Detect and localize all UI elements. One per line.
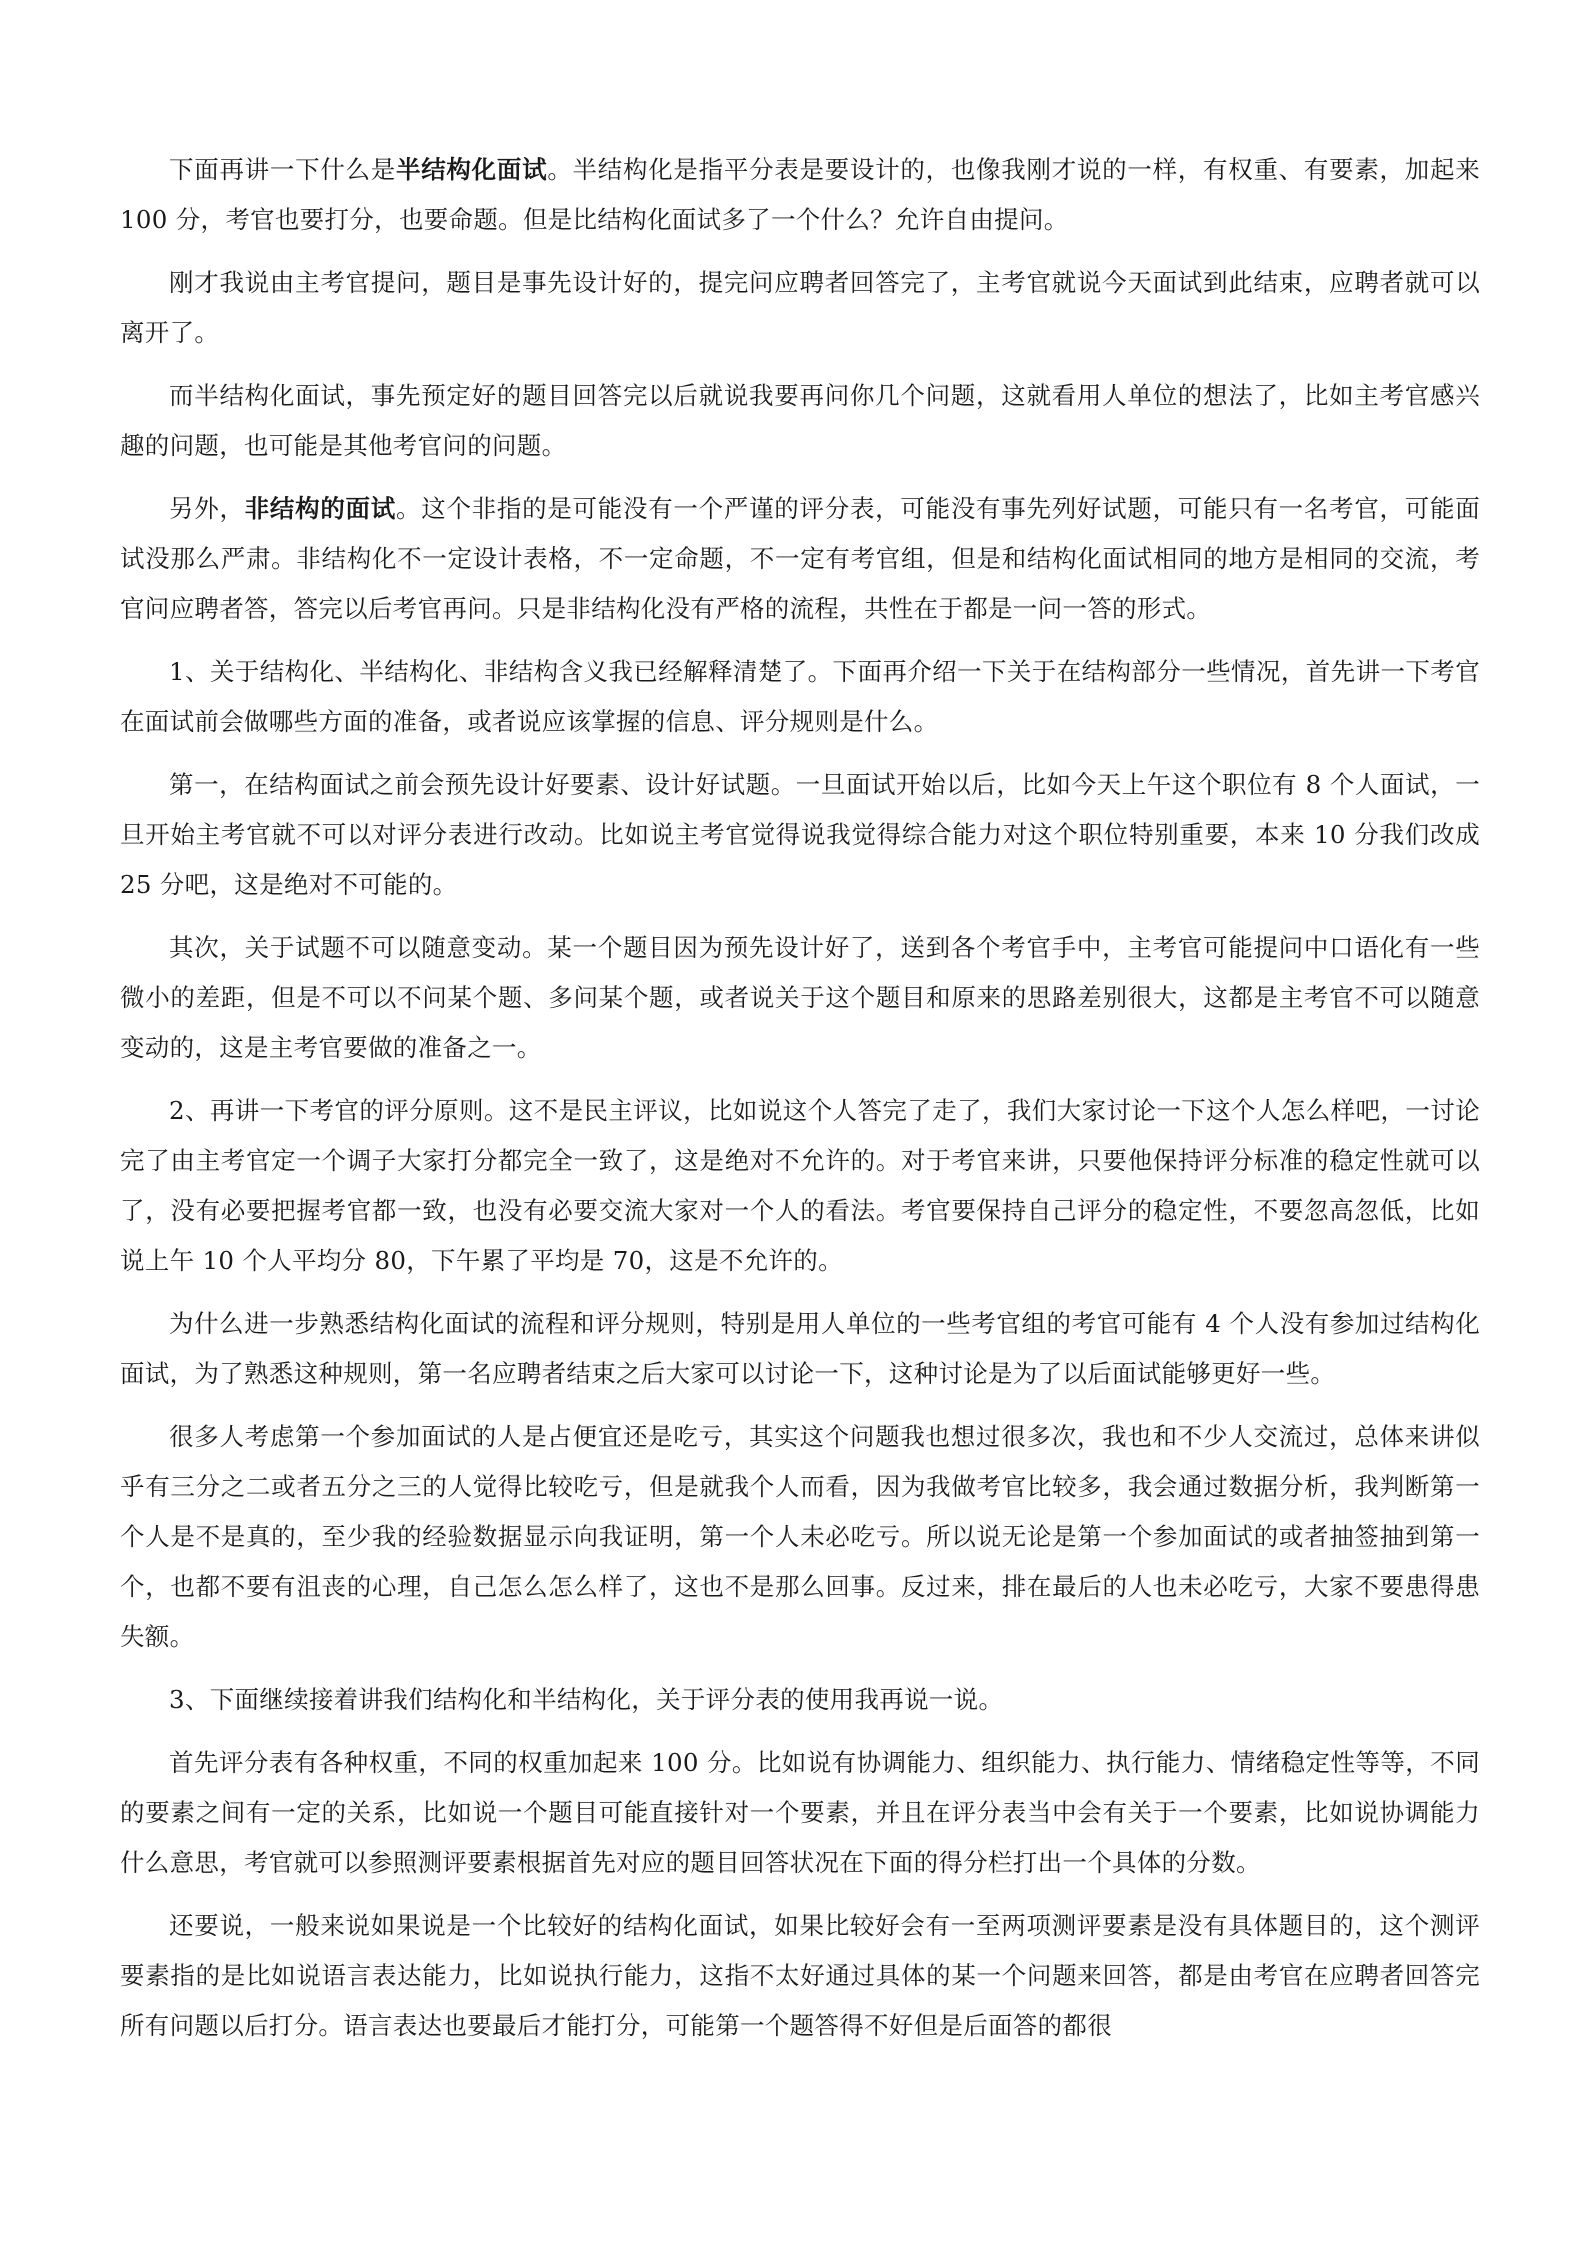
- text-run: 刚才我说由主考官提问，题目是事先设计好的，提完问应聘者回答完了，主考官就说今天面试到此结束，应聘者就可以离开了。: [120, 268, 1480, 347]
- paragraph-4: [120, 484, 1480, 634]
- text-run: 。这个非指的是可能没有一个严谨的评分表，可能没有事先列好试题，可能只有一名考官，可能面试没那么严肃。非结构化不一定设计表格，不一定命题，不一定有考官组，但是和结构化面试相同的地方是相同的交流，考官问应聘者答，答完以后考官再问。只是非结构化没有严格的流程，共性在于都是一问一答的形式。: [120, 494, 1480, 623]
- text-run: 1、关于结构化、半结构化、非结构含义我已经解释清楚了。下面再介绍一下关于在结构部分一些情况，首先讲一下考官在面试前会做哪些方面的准备，或者说应该掌握的信息、评分规则是什么。: [120, 657, 1480, 736]
- paragraph-5: [120, 647, 1480, 747]
- text-run: 2、再讲一下考官的评分原则。这不是民主评议，比如说这个人答完了走了，我们大家讨论一下这个人怎么样吧，一讨论完了由主考官定一个调子大家打分都完全一致了，这是绝对不允许的。对于考官来讲，只要他保持评分标准的稳定性就可以了，没有必要把握考官都一致，也没有必要交流大家对一个人的看法。考官要保持自己评分的稳定性，不要忽高忽低，比如说上午 10 个人平均分 80，下午累了平均是 70，这是不允许的。: [120, 1096, 1480, 1275]
- term-semi-structured-interview: 半结构化面试: [395, 155, 548, 184]
- paragraph-13: [120, 1901, 1480, 2051]
- paragraph-2: [120, 258, 1480, 358]
- text-run: 另外，: [169, 494, 245, 523]
- paragraph-12: [120, 1738, 1480, 1888]
- text-run: 下面再讲一下什么是: [169, 155, 396, 184]
- text-run: 而半结构化面试，事先预定好的题目回答完以后就说我要再问你几个问题，这就看用人单位的想法了，比如主考官感兴趣的问题，也可能是其他考官问的问题。: [120, 381, 1480, 460]
- text-run: 其次，关于试题不可以随意变动。某一个题目因为预先设计好了，送到各个考官手中，主考官可能提问中口语化有一些微小的差距，但是不可以不问某个题、多问某个题，或者说关于这个题目和原来的思路差别很大，这都是主考官不可以随意变动的，这是主考官要做的准备之一。: [120, 933, 1480, 1062]
- paragraph-9: [120, 1299, 1480, 1399]
- text-run: 为什么进一步熟悉结构化面试的流程和评分规则，特别是用人单位的一些考官组的考官可能有 4 个人没有参加过结构化面试，为了熟悉这种规则，第一名应聘者结束之后大家可以讨论一下，这种讨论是为了以后面试能够更好一些。: [120, 1309, 1480, 1388]
- paragraph-7: [120, 923, 1480, 1073]
- paragraph-8: [120, 1086, 1480, 1286]
- text-run: 。半结构化是指平分表是要设计的，也像我刚才说的一样，有权重、有要素，加起来 100 分，考官也要打分，也要命题。但是比结构化面试多了一个什么？允许自由提问。: [120, 155, 1480, 234]
- term-unstructured-interview: 非结构的面试: [244, 494, 396, 523]
- text-run: 很多人考虑第一个参加面试的人是占便宜还是吃亏，其实这个问题我也想过很多次，我也和不少人交流过，总体来讲似乎有三分之二或者五分之三的人觉得比较吃亏，但是就我个人而看，因为我做考官比较多，我会通过数据分析，我判断第一个人是不是真的，至少我的经验数据显示向我证明，第一个人未必吃亏。所以说无论是第一个参加面试的或者抽签抽到第一个，也都不要有沮丧的心理，自己怎么怎么样了，这也不是那么回事。反过来，排在最后的人也未必吃亏，大家不要患得患失额。: [120, 1422, 1480, 1651]
- paragraph-6: [120, 760, 1480, 910]
- text-run: 首先评分表有各种权重，不同的权重加起来 100 分。比如说有协调能力、组织能力、执行能力、情绪稳定性等等，不同的要素之间有一定的关系，比如说一个题目可能直接针对一个要素，并且在评分表当中会有关于一个要素，比如说协调能力什么意思，考官就可以参照测评要素根据首先对应的题目回答状况在下面的得分栏打出一个具体的分数。: [120, 1748, 1480, 1877]
- text-run: 3、下面继续接着讲我们结构化和半结构化，关于评分表的使用我再说一说。: [169, 1685, 1004, 1714]
- paragraph-1: [120, 145, 1480, 245]
- paragraph-10: [120, 1412, 1480, 1662]
- paragraph-11: [120, 1675, 1480, 1725]
- text-run: 第一，在结构面试之前会预先设计好要素、设计好试题。一旦面试开始以后，比如今天上午这个职位有 8 个人面试，一旦开始主考官就不可以对评分表进行改动。比如说主考官觉得说我觉得综合能力对这个职位特别重要，本来 10 分我们改成 25 分吧，这是绝对不可能的。: [120, 770, 1480, 899]
- paragraph-3: [120, 371, 1480, 471]
- text-run: 还要说，一般来说如果说是一个比较好的结构化面试，如果比较好会有一至两项测评要素是没有具体题目的，这个测评要素指的是比如说语言表达能力，比如说执行能力，这指不太好通过具体的某一个问题来回答，都是由考官在应聘者回答完所有问题以后打分。语言表达也要最后才能打分，可能第一个题答得不好但是后面答的都很: [120, 1911, 1480, 2040]
